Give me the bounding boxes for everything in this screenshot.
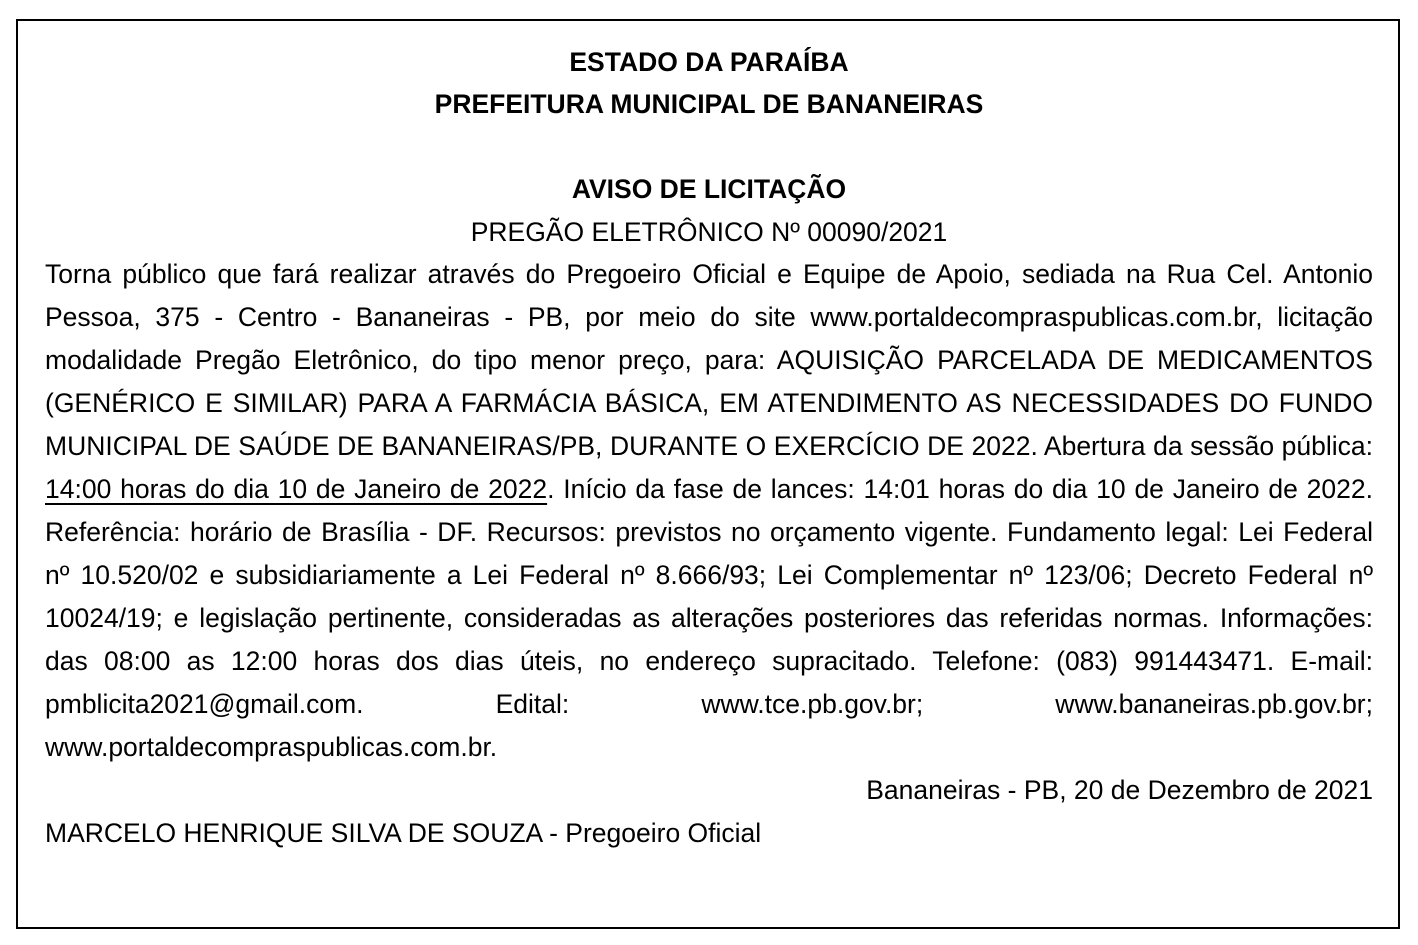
notice-content (45, 41, 1373, 855)
municipality-heading: PREFEITURA MUNICIPAL DE BANANEIRAS (434, 89, 984, 119)
spacer (45, 125, 1373, 168)
body-part-1: Torna público que fará realizar através do Pregoeiro Oficial e Equipe de Apoio, sediada na Rua Cel. Antonio Pessoa, 375 - Centro - Bananeiras - PB, por meio do site www.portaldecompraspublicas.com.br, licitação modalidade Pregão Eletrônico, do tipo menor preço, para: AQUISIÇÃO PARCELADA DE MEDICAMENTOS (GENÉRICO E SIMILAR) PARA A FARMÁCIA BÁSICA, EM ATENDIMENTO AS NECESSIDADES DO FUNDO MUNICIPAL DE SAÚDE DE BANANEIRAS/PB, DURANTE O EXERCÍCIO DE 2022. Abertura da sessão pública: (45, 259, 1373, 461)
notice-subtitle: PREGÃO ELETRÔNICO Nº 00090/2021 (470, 217, 948, 247)
opening-datetime: 14:00 horas do dia 10 de Janeiro de 2022 (45, 474, 548, 504)
place-date: Bananeiras - PB, 20 de Dezembro de 2021 (866, 775, 1373, 805)
signature: MARCELO HENRIQUE SILVA DE SOUZA - Pregoeiro Oficial (45, 818, 762, 848)
body-part-2: . Início da fase de lances: 14:01 horas do dia 10 de Janeiro de 2022. Referência: horário de Brasília - DF. Recursos: previstos no orçamento vigente. Fundamento legal: Lei Federal nº 10.520/02 e subsidiariamente a Lei Federal nº 8.666/93; Lei Complementar nº 123/06; Decreto Federal nº 10024/19; e legislação pertinente, consideradas as alterações posteriores das referidas normas. Informações: das 08:00 as 12:00 horas dos dias úteis, no endereço supracitado. Telefone: (083) 991443471. E-mail: pmblicita2021@gmail.com. Edital: www.tce.pb.gov.br; www.bananeiras.pb.gov.br; www.portaldecompraspublicas.com.br. (45, 474, 1374, 762)
state-heading: ESTADO DA PARAÍBA (569, 47, 849, 77)
notice-title: AVISO DE LICITAÇÃO (571, 174, 847, 204)
notice-body (45, 253, 1373, 769)
